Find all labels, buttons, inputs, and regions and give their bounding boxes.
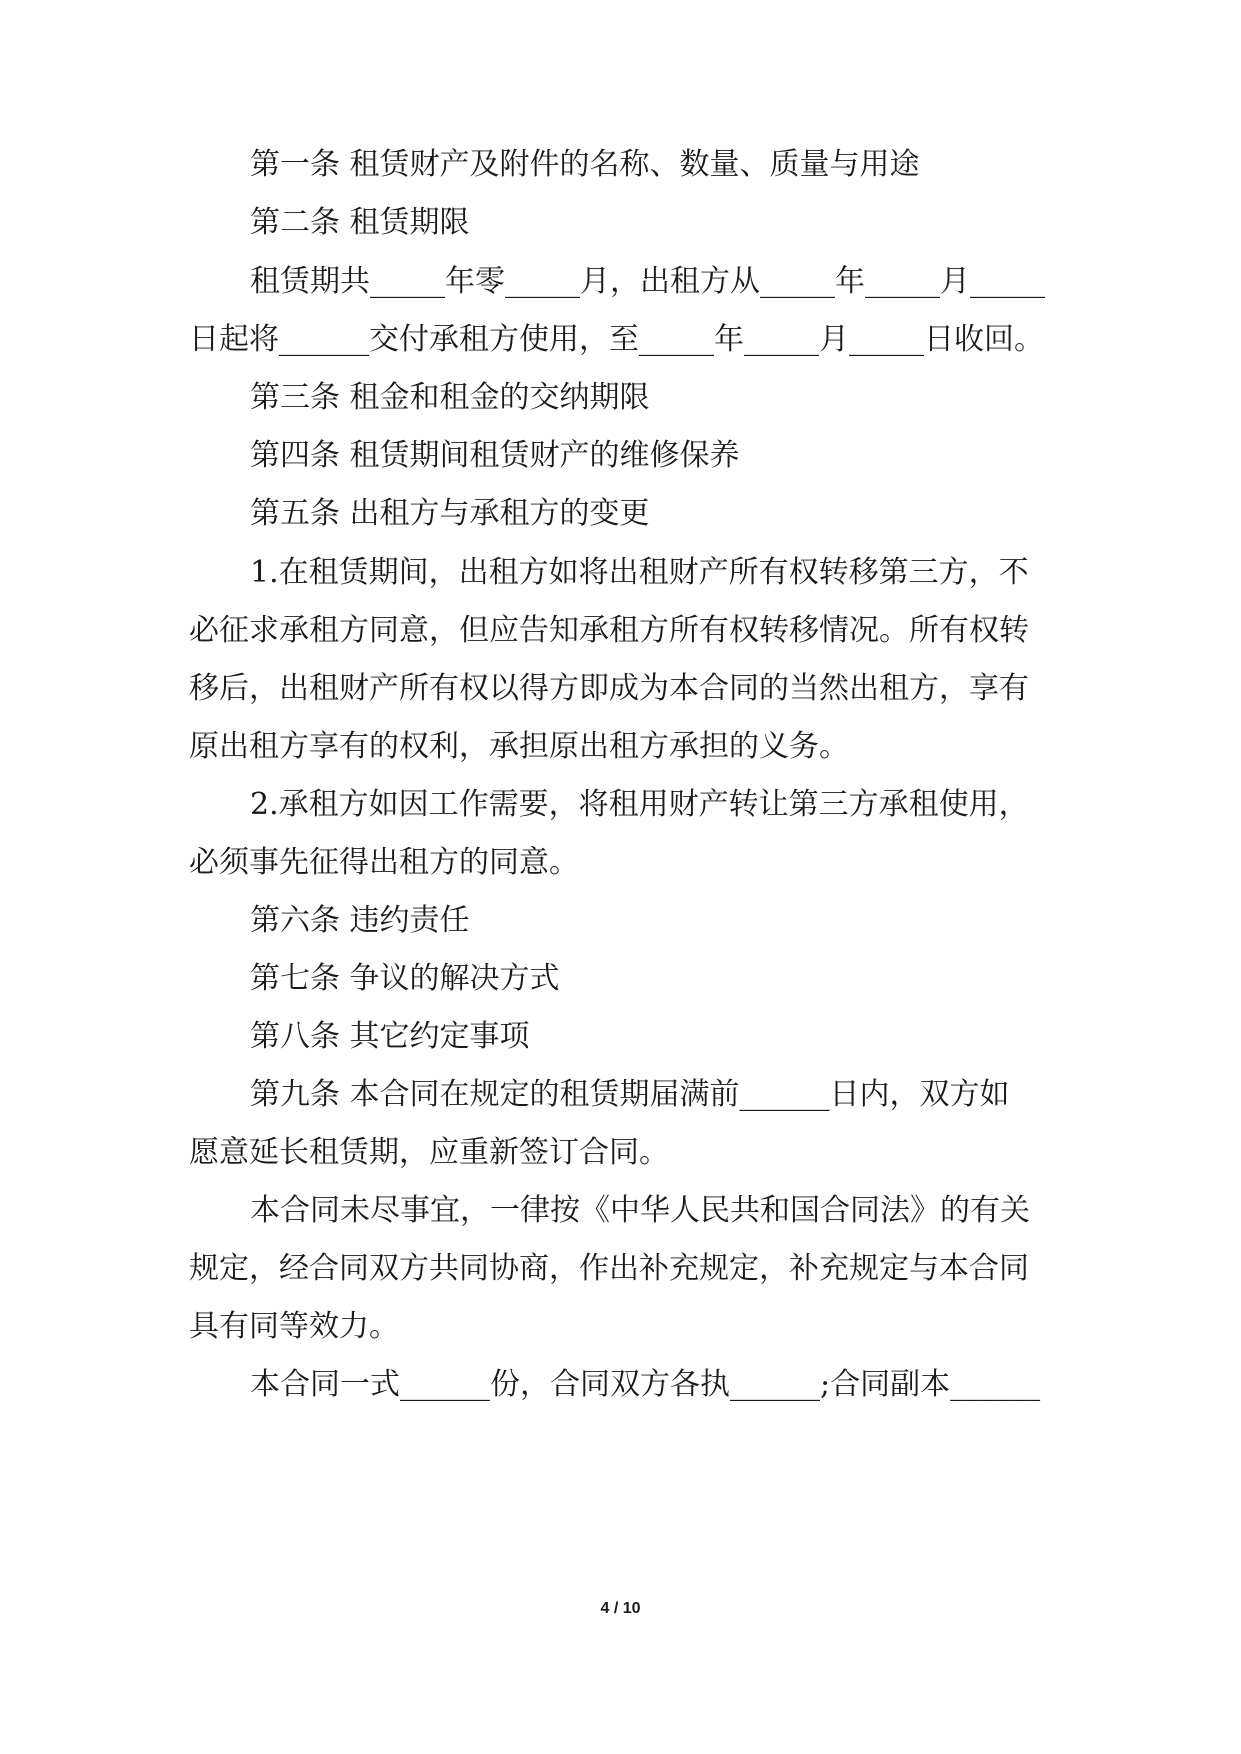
text-line: 必征求承租方同意，但应告知承租方所有权转移情况。所有权转 <box>189 613 1029 648</box>
article-7-heading: 第七条 争议的解决方式 <box>250 961 560 996</box>
text-line: 1.在租赁期间，出租方如将出租财产所有权转移第三方，不 <box>250 555 1029 590</box>
text-line: 规定，经合同双方共同协商，作出补充规定，补充规定与本合同 <box>189 1251 1029 1286</box>
text-line: 2.承租方如因工作需要，将租用财产转让第三方承租使用， <box>250 787 1029 822</box>
text-line: 必须事先征得出租方的同意。 <box>189 845 579 880</box>
article-4-heading: 第四条 租赁期间租赁财产的维修保养 <box>250 438 740 473</box>
article-3-heading: 第三条 租金和租金的交纳期限 <box>250 380 650 415</box>
article-1-heading: 第一条 租赁财产及附件的名称、数量、质量与用途 <box>250 147 920 182</box>
text-line: 本合同未尽事宜，一律按《中华人民共和国合同法》的有关 <box>250 1193 1030 1228</box>
article-2-heading: 第二条 租赁期限 <box>250 205 470 240</box>
article-5-heading: 第五条 出租方与承租方的变更 <box>250 496 650 531</box>
text-line: 移后，出租财产所有权以得方即成为本合同的当然出租方，享有 <box>189 671 1029 706</box>
article-8-heading: 第八条 其它约定事项 <box>250 1019 530 1054</box>
article-9-heading: 第九条 本合同在规定的租赁期届满前______日内，双方如 <box>250 1077 1010 1112</box>
text-line: 日起将______交付承租方使用，至_____年_____月_____日收回。 <box>189 322 1044 357</box>
page-number: 4 / 10 <box>600 1600 641 1617</box>
article-6-heading: 第六条 违约责任 <box>250 903 470 938</box>
text-line: 本合同一式______份，合同双方各执______;合同副本______ <box>250 1367 1041 1402</box>
text-line: 租赁期共_____年零_____月，出租方从_____年_____月_____ <box>250 264 1045 299</box>
text-line: 原出租方享有的权利，承担原出租方承担的义务。 <box>189 729 849 764</box>
text-line: 具有同等效力。 <box>189 1309 399 1344</box>
text-line: 愿意延长租赁期，应重新签订合同。 <box>189 1135 669 1170</box>
